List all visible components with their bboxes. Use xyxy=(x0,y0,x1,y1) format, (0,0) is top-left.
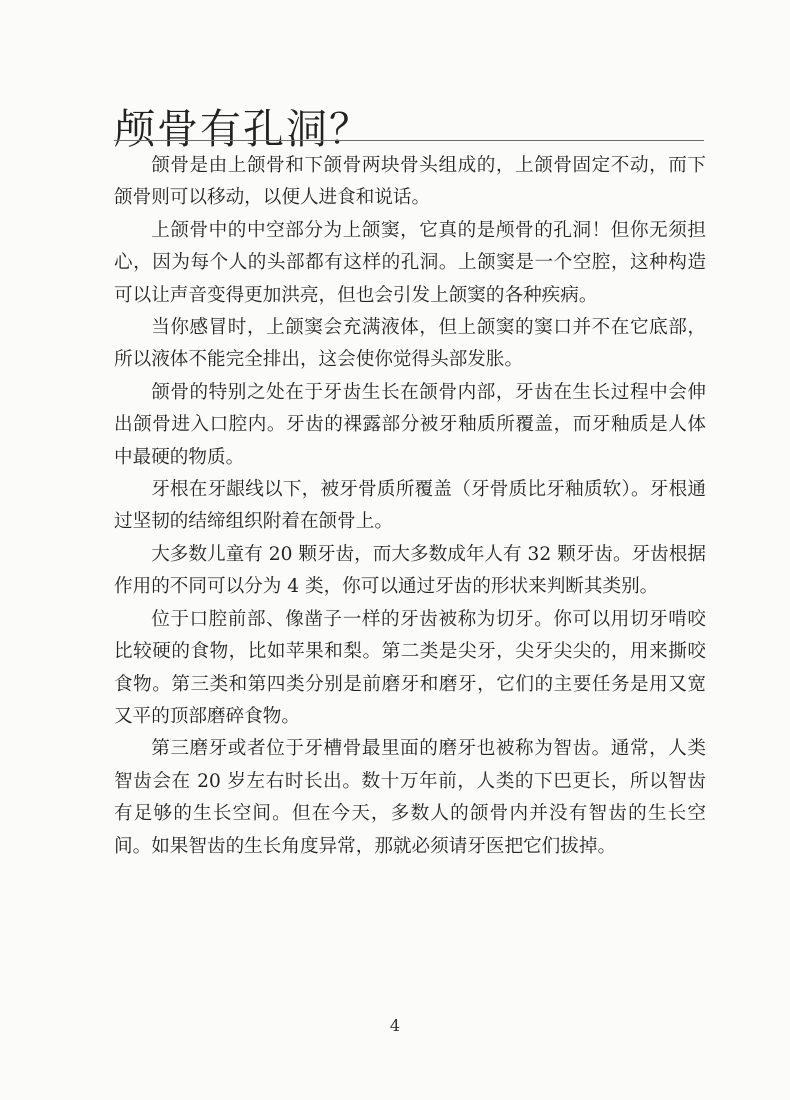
paragraph-3: 当你感冒时，上颌窦会充满液体，但上颌窦的窦口并不在它底部，所以液体不能完全排出，这会使你觉得头部发胀。 xyxy=(114,317,706,371)
paragraph-1: 颌骨是由上颌骨和下颌骨两块骨头组成的，上颌骨固定不动，而下颌骨则可以移动，以便人进食和说话。 xyxy=(114,155,706,209)
paragraph-6: 大多数儿童有 20 颗牙齿，而大多数成年人有 32 颗牙齿。牙齿根据作用的不同可以分为 4 类，你可以通过牙齿的形状来判断其类别。 xyxy=(114,543,706,598)
paragraph-7: 位于口腔前部、像凿子一样的牙齿被称为切牙。你可以用切牙啃咬比较硬的食物，比如苹果和梨。第二类是尖牙，尖牙尖尖的，用来撕咬食物。第三类和第四类分别是前磨牙和磨牙，它们的主要任务是用又宽又平的顶部磨碎食物。 xyxy=(114,608,706,727)
paragraph-2: 上颌骨中的中空部分为上颌窦，它真的是颅骨的孔洞！但你无须担心，因为每个人的头部都有这样的孔洞。上颌窦是一个空腔，这种构造可以让声音变得更加洪亮，但也会引发上颌窦的各种疾病。 xyxy=(114,219,706,306)
page-number: 4 xyxy=(389,1016,401,1035)
article-body xyxy=(114,150,706,863)
title-divider xyxy=(114,140,704,141)
paragraph-8: 第三磨牙或者位于牙槽骨最里面的磨牙也被称为智齿。通常，人类智齿会在 20 岁左右时长出。数十万年前，人类的下巴更长，所以智齿有足够的生长空间。但在今天，多数人的颌骨内并没有智齿的生长空间。如果智齿的生长角度异常，那就必须请牙医把它们拔掉。 xyxy=(114,738,706,857)
paragraph-4: 颌骨的特别之处在于牙齿生长在颌骨内部，牙齿在生长过程中会伸出颌骨进入口腔内。牙齿的裸露部分被牙釉质所覆盖，而牙釉质是人体中最硬的物质。 xyxy=(114,381,706,468)
page-title: 颅骨有孔洞？ xyxy=(114,105,372,154)
paragraph-5: 牙根在牙龈线以下，被牙骨质所覆盖（牙骨质比牙釉质软）。牙根通过坚韧的结缔组织附着在颌骨上。 xyxy=(114,479,706,533)
